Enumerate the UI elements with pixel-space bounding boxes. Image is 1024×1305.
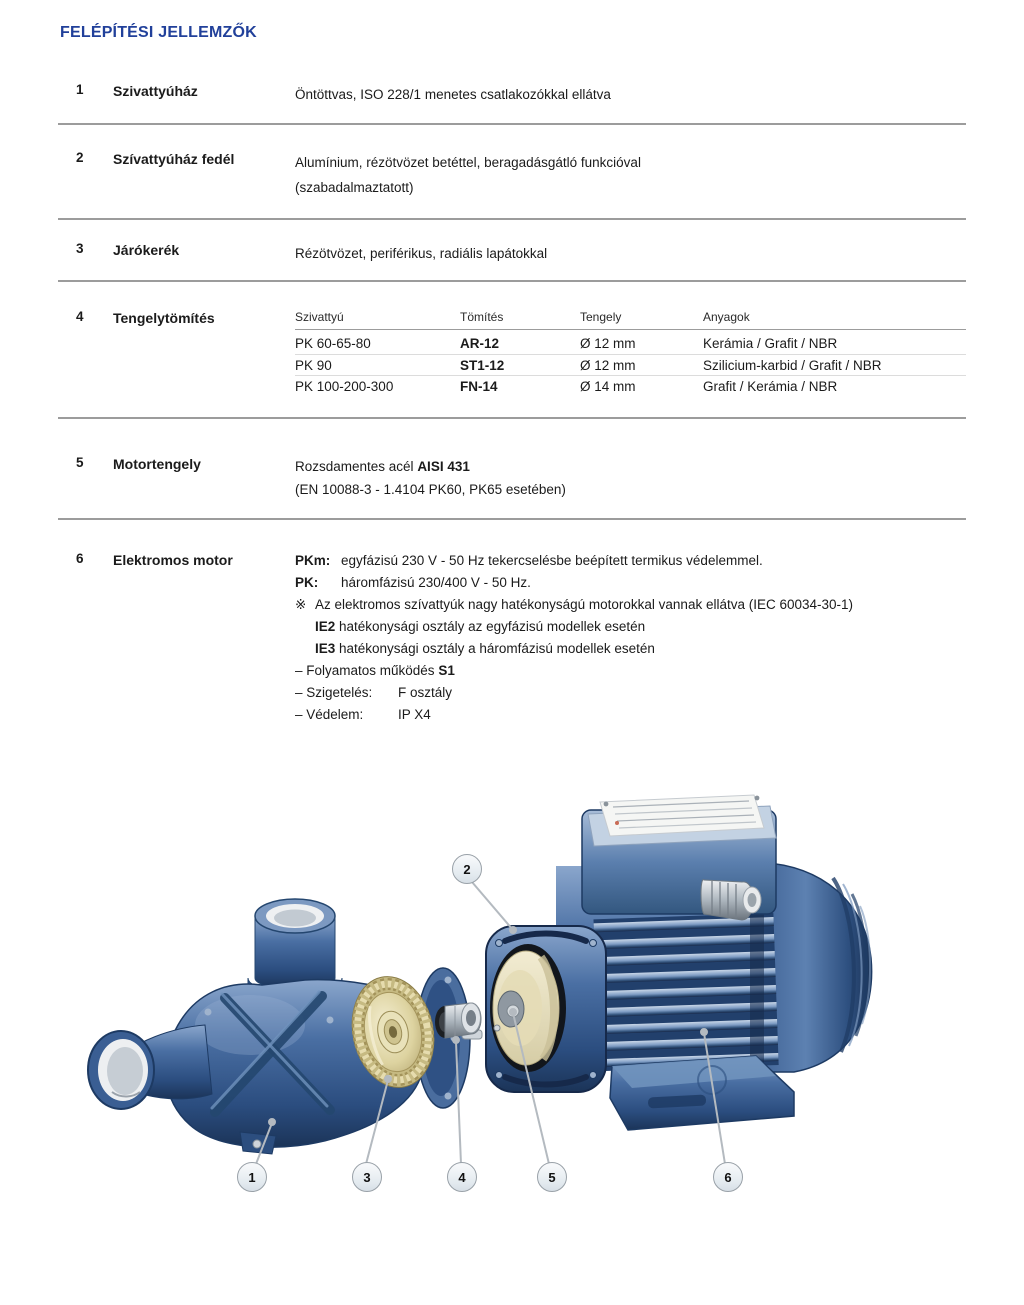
row-divider — [58, 123, 966, 125]
row-divider — [58, 218, 966, 220]
pk-label: PK: — [295, 575, 319, 590]
spec-label: Tengelytömítés — [113, 310, 215, 326]
motor-feet — [610, 1056, 794, 1130]
seal-table-row — [295, 375, 966, 396]
spec-description-line — [295, 455, 966, 478]
efficiency-note-text: Az elektromos szívattyúk nagy hatékonyságú motorokkal vannak ellátva (IEC 60034-30-1) — [315, 597, 854, 612]
pkm-label: PKm: — [295, 553, 331, 568]
spec-number: 2 — [76, 150, 84, 165]
spec-label: Szívattyúház fedél — [113, 151, 235, 167]
row-divider — [58, 417, 966, 419]
spec-description-line: (szabadalmaztatott) — [295, 180, 414, 195]
seal-housing-disc — [490, 944, 566, 1072]
spec-number: 6 — [76, 551, 84, 566]
callout-number: 1 — [248, 1169, 256, 1185]
spec-row-motor-shaft — [58, 455, 966, 510]
seal-table-header — [295, 310, 966, 330]
shaft-seal-bushing — [435, 1003, 481, 1038]
electric-motor — [486, 795, 872, 1130]
seal-code-cell: FN-14 — [460, 379, 498, 394]
pk-line — [295, 572, 975, 594]
pump-model-cell: PK 100-200-300 — [295, 379, 394, 394]
duty-class: S1 — [438, 663, 455, 678]
motor-front-cover — [486, 926, 606, 1092]
seal-table-row — [295, 354, 966, 375]
ie3-label: IE3 — [315, 641, 336, 656]
seal-table-header-cell: Tömítés — [460, 310, 504, 324]
pump-model-cell: PK 60-65-80 — [295, 336, 371, 351]
seal-code-cell: AR-12 — [460, 336, 500, 351]
insulation-label: – Szigetelés: — [295, 685, 373, 700]
seal-table-header-cell: Anyagok — [703, 310, 750, 324]
materials-cell: Kerámia / Grafit / NBR — [703, 336, 838, 351]
ie2-label: IE2 — [315, 619, 336, 634]
spec-description: Öntöttvas, ISO 228/1 menetes csatlakozókkal ellátva — [295, 87, 611, 102]
ie2-text: hatékonysági osztály az egyfázisú modellek esetén — [335, 619, 646, 634]
ie3-line — [295, 638, 975, 660]
pump-exploded-drawing — [0, 780, 1024, 1240]
seal-table-header-cell: Szivattyú — [295, 310, 344, 324]
spec-number: 1 — [76, 82, 84, 97]
materials-cell: Szilicium-karbid / Grafit / NBR — [703, 358, 882, 373]
page-title: FELÉPÍTÉSI JELLEMZŐK — [60, 24, 257, 41]
seal-code-cell: ST1-12 — [460, 358, 505, 373]
duty-text: – Folyamatos működés — [295, 663, 439, 678]
spec-label: Motortengely — [113, 456, 201, 472]
callout-number: 2 — [463, 861, 471, 877]
pkm-line — [295, 550, 975, 572]
spec-number: 4 — [76, 309, 84, 324]
spec-description — [295, 150, 966, 200]
callout-number: 4 — [458, 1169, 466, 1185]
materials-cell: Grafit / Kerámia / NBR — [703, 379, 838, 394]
insulation-value: F osztály — [398, 685, 453, 700]
figure-callout-6 — [713, 1162, 743, 1192]
spec-label: Szivattyúház — [113, 83, 198, 99]
callout-number: 3 — [363, 1169, 371, 1185]
figure-callout-5 — [537, 1162, 567, 1192]
callout-number: 6 — [724, 1169, 732, 1185]
spec-description-line: (EN 10088-3 - 1.4104 PK60, PK65 esetében) — [295, 482, 566, 497]
figure-callout-3 — [352, 1162, 382, 1192]
seal-table-header-cell: Tengely — [580, 310, 622, 324]
callout-number: 5 — [548, 1169, 556, 1185]
ie2-line — [295, 616, 975, 638]
reference-mark: ※ — [295, 597, 307, 612]
efficiency-note-line — [295, 594, 975, 616]
insulation-line — [295, 682, 975, 704]
spec-number: 3 — [76, 241, 84, 256]
pkm-text: egyfázisú 230 V - 50 Hz tekercselésbe beépített termikus védelemmel. — [341, 553, 763, 568]
spec-description: Rézötvözet, periférikus, radiális lapátokkal — [295, 246, 548, 261]
spec-label: Elektromos motor — [113, 552, 233, 568]
spec-label: Járókerék — [113, 242, 180, 258]
shaft-diameter-cell: Ø 12 mm — [580, 358, 636, 373]
ie3-text: hatékonysági osztály a háromfázisú modellek esetén — [335, 641, 655, 656]
spec-row-pump-body — [58, 82, 966, 112]
spec-number: 5 — [76, 455, 84, 470]
protection-value: IP X4 — [398, 707, 431, 722]
description-text: Rozsdamentes acél — [295, 459, 418, 474]
motor-description — [295, 550, 975, 726]
continuous-duty-line — [295, 660, 975, 682]
description-bold-text: AISI 431 — [417, 459, 470, 474]
spec-row-electric-motor — [58, 550, 966, 730]
pk-text: háromfázisú 230/400 V - 50 Hz. — [341, 575, 531, 590]
protection-label: – Védelem: — [295, 707, 364, 722]
protection-line — [295, 704, 975, 726]
spec-row-pump-cover — [58, 150, 966, 205]
row-divider — [58, 280, 966, 282]
figure-callout-2 — [452, 854, 482, 884]
shaft-diameter-cell: Ø 14 mm — [580, 379, 636, 394]
terminal-box — [582, 795, 776, 920]
shaft-diameter-cell: Ø 12 mm — [580, 336, 636, 351]
spec-row-shaft-seal — [58, 309, 966, 404]
seal-table — [295, 310, 966, 396]
pump-exploded-figure — [0, 780, 1024, 1240]
row-divider — [58, 518, 966, 520]
spec-description-line: Alumínium, rézötvözet betéttel, beragadásgátló funkcióval — [295, 155, 641, 170]
seal-table-row — [295, 333, 966, 354]
spec-row-impeller — [58, 241, 966, 271]
figure-callout-4 — [447, 1162, 477, 1192]
pump-model-cell: PK 90 — [295, 358, 332, 373]
figure-callout-1 — [237, 1162, 267, 1192]
spec-description — [295, 455, 966, 501]
